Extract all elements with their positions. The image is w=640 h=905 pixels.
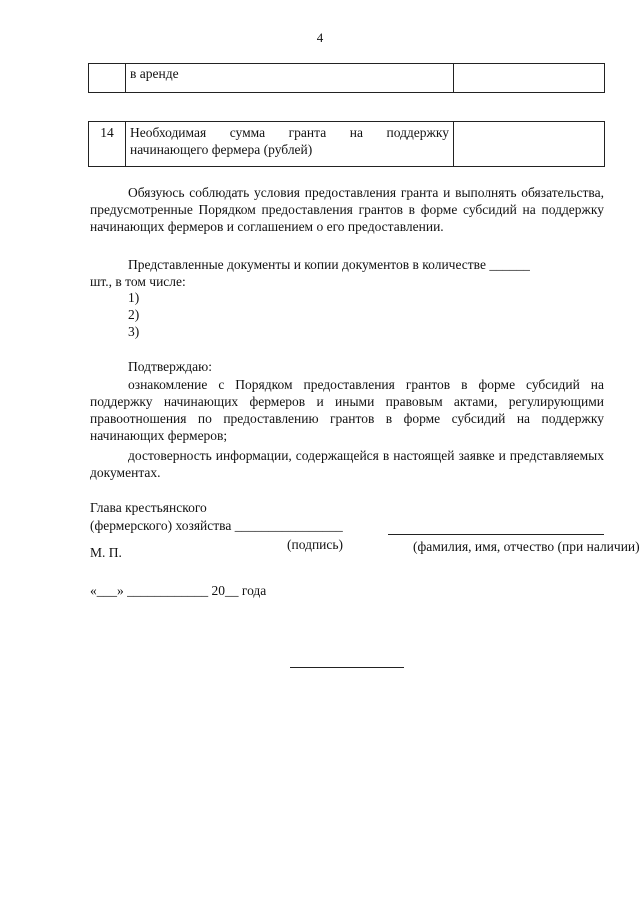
table-cell-number: 14 [89,122,126,167]
table-row [89,64,605,93]
signature-head-line1: Глава крестьянского [90,500,207,515]
date-line: «___» ____________ 20__ года [90,583,267,598]
closing-divider [290,667,404,668]
document-item-3: 3) [128,324,140,339]
confirm-title: Подтверждаю: [128,359,212,374]
table-fragment-bottom [88,121,605,167]
documents-count-line2: шт., в том числе: [90,274,186,289]
page-number: 4 [316,30,324,45]
table-cell-value [454,64,605,93]
table-cell-text [126,122,454,167]
table-fragment-top [88,63,605,93]
documents-count-line: Представленные документы и копии документов в количестве ______ [128,257,530,272]
table-cell-text: в аренде [126,64,454,93]
table-cell-text-line1: Необходимая сумма гранта на поддержку [130,125,449,140]
table-row [89,122,605,167]
document-item-1: 1) [128,290,140,305]
seal-mark: М. П. [90,545,122,560]
name-signature-line [388,534,604,535]
table-cell-value [454,122,605,167]
obligation-paragraph: Обязуюсь соблюдать условия предоставления гранта и выполнять обязательства, предусмотренные Порядком предоставления грантов в форме субсидий на поддержку начинающих фермеров и соглашением о его предоставлении. [90,185,604,234]
signature-caption: (подпись) [287,537,344,552]
signature-head-line2: (фермерского) хозяйства ________________ [90,518,343,533]
confirm-item-familiarization: ознакомление с Порядком предоставления грантов в форме субсидий на поддержку начинающих фермеров и иными правовым актами, регулирующими правоотношения по предоставлению грантов в форме субсидий на поддержку начинающих фермеров; [90,377,604,443]
document-item-2: 2) [128,307,140,322]
table-cell-text-line2: начинающего фермера (рублей) [130,142,313,157]
confirm-item-accuracy: достоверность информации, содержащейся в настоящей заявке и представляемых документах. [90,448,604,480]
name-caption: (фамилия, имя, отчество (при наличии) [413,539,640,554]
table-cell-number [89,64,126,93]
